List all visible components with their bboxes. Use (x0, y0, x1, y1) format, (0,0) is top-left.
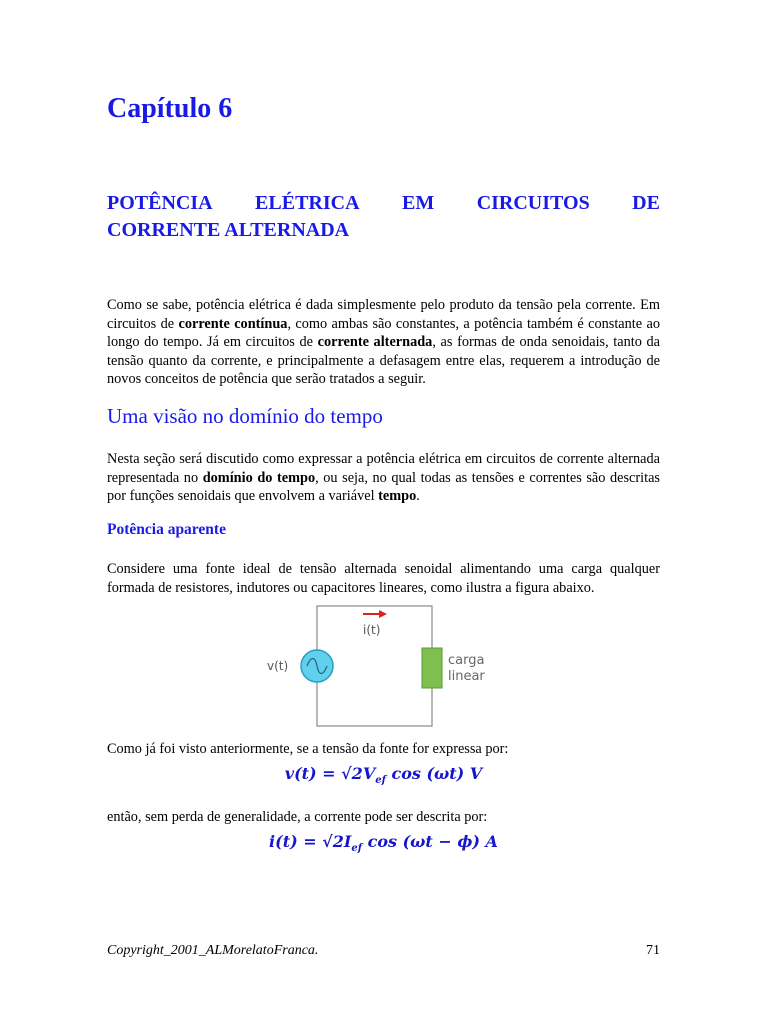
load-label-line2: linear (448, 669, 485, 684)
circuit-diagram (267, 596, 507, 734)
eq-rest: cos (ωt − ϕ) A (362, 832, 498, 851)
section-title-word: EM (402, 192, 435, 214)
eq-lhs: v(t) = (284, 764, 342, 783)
eq-subscript: ef (375, 775, 386, 787)
chapter-title: Capítulo 6 (107, 93, 233, 124)
bold-term: tempo (378, 488, 417, 505)
eq-lhs: i(t) = (269, 832, 323, 851)
page-footer (107, 943, 660, 959)
eq-sqrt: √2 (341, 764, 363, 783)
intro-paragraph (107, 296, 660, 389)
voltage-intro-paragraph: Como já foi visto anteriormente, se a tensão da fonte for expressa por: (107, 741, 509, 757)
voltage-equation (107, 764, 660, 786)
text-run: , as formas de onda senoidais, tanto da tensão quanto da corrente, e principalmente a defasagem entre elas, requerem a introdução de novos conceitos de potência que serão tratados a seguir. (107, 334, 661, 388)
section-title-word: DE (632, 192, 660, 214)
section-title-word: ELÉTRICA (255, 192, 360, 214)
eq-rest: cos (ωt) V (385, 764, 483, 783)
current-equation (107, 832, 660, 854)
time-domain-paragraph (107, 450, 660, 506)
current-intro-paragraph: então, sem perda de generalidade, a corrente pode ser descrita por: (107, 809, 488, 825)
eq-subscript: ef (351, 843, 363, 855)
current-label: i(t) (363, 623, 381, 637)
section-title (107, 190, 660, 244)
linear-load-icon (422, 648, 442, 688)
text-run: , como ambas são constantes, a potência também é constante ao longo do tempo. Já em circuitos de (107, 315, 660, 351)
eq-var: V (362, 764, 376, 783)
text-run: Como se sabe, potência elétrica é dada simplesmente pelo produto da tensão pela corrente. Em circuitos de (107, 297, 660, 332)
apparent-power-paragraph: Considere uma fonte ideal de tensão alternada senoidal alimentando uma carga qualquer formada de resistores, indutores ou capacitores lineares, como ilustra a figura abaixo. (107, 561, 660, 596)
eq-sqrt: √2 (322, 832, 344, 851)
page-number: 71 (646, 943, 660, 958)
load-label-line1: carga (448, 653, 485, 668)
heading-apparent-power: Potência aparente (107, 521, 226, 538)
current-arrowhead-icon (379, 610, 387, 618)
text-run: , ou seja, no qual todas as tensões e correntes são descritas por funções senoidais que envolvem a variável (107, 469, 660, 505)
section-title-line2: CORRENTE ALTERNADA (107, 219, 350, 241)
copyright-text: Copyright_2001_ALMorelatoFranca. (107, 943, 319, 958)
bold-term: corrente alternada (317, 334, 433, 351)
text-run: . (416, 488, 420, 505)
bold-term: corrente contínua (178, 315, 288, 332)
source-label: v(t) (267, 659, 289, 673)
bold-term: domínio do tempo (202, 469, 316, 486)
eq-var: I (343, 832, 352, 851)
text-run: Nesta seção será discutido como expressar a potência elétrica em circuitos de corrente alternada representada no (107, 451, 660, 486)
heading-time-domain: Uma visão no domínio do tempo (107, 404, 383, 428)
section-title-word: POTÊNCIA (107, 192, 213, 214)
section-title-word: CIRCUITOS (476, 192, 590, 214)
section-title-line1 (107, 190, 660, 217)
